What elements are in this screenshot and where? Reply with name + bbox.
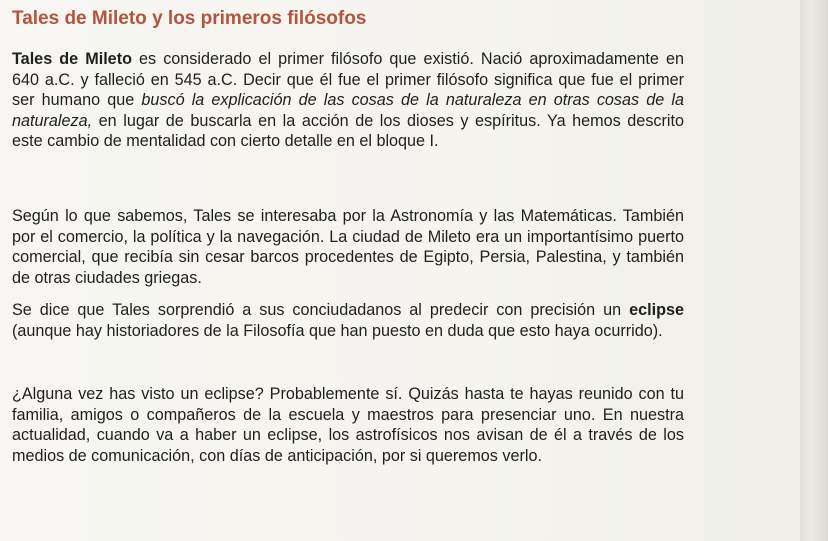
paragraph-2: Según lo que sabemos, Tales se interesaba por la Astronomía y las Matemáticas. También por el comercio, la política y la navegación. La ciudad de Mileto era un importantísimo puerto comercial, que recibía sin cesar barcos procedentes de Egipto, Persia, Palestina, y también de otras ciudades griegas.	[12, 207, 684, 287]
paragraph-1-italic: buscó la explicación de las cosas de la naturaleza en otras cosas de la naturaleza,	[12, 91, 684, 130]
paragraph-1	[12, 49, 684, 152]
page-edge	[800, 0, 828, 541]
paragraph-3-text-b: (aunque hay historiadores de la Filosofía que han puesto en duda que esto haya ocurrido).	[12, 321, 663, 340]
paragraph-3-text-a: Se dice que Tales sorprendió a sus conciudadanos al predecir con precisión un	[12, 301, 630, 319]
paragraph-4: ¿Alguna vez has visto un eclipse? Probablemente sí. Quizás hasta te hayas reunido con tu familia, amigos o compañeros de la escuela y maestros para presenciar uno. En nuestra actualidad, cuando va a haber un eclipse, los astrofísicos nos avisan de él a través de los medios de comunicación, con días de anticipación, por si queremos verlo.	[12, 385, 684, 465]
section-title: Tales de Mileto y los primeros filósofos	[12, 8, 367, 29]
paragraph-1-text-b: en lugar de buscarla en la acción de los dioses y espíritus. Ya hemos descrito este cambio de mentalidad con cierto detalle en el bloque I.	[12, 111, 684, 150]
paragraph-3-bold-eclipse: eclipse	[629, 301, 684, 319]
paragraph-1-bold-lead: Tales de Mileto	[12, 50, 132, 68]
paragraph-1-text-a: es considerado el primer filósofo que existió. Nació aproximadamente en 640 a.C. y falleció en 545 a.C. Decir que él fue el primer filósofo significa que fue el primer ser humano que	[12, 50, 684, 109]
paragraph-3	[12, 300, 684, 341]
